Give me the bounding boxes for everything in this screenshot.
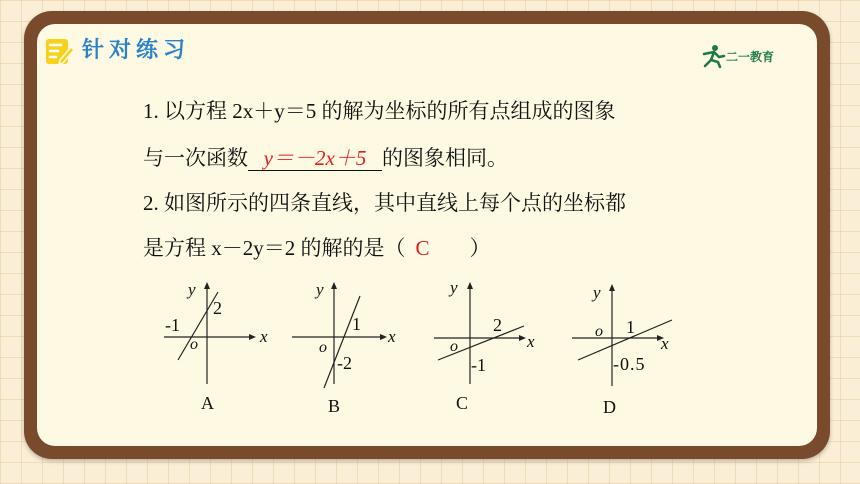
question2-suffix: ） (469, 236, 491, 260)
graph-c-svg (430, 272, 550, 417)
y-axis-label: y (188, 280, 196, 299)
y-intercept-label: -2 (337, 353, 352, 373)
x-axis-label: x (388, 327, 396, 346)
x-axis-arrow (380, 334, 387, 340)
option-letter: C (456, 393, 469, 413)
y-axis-arrow (331, 282, 337, 289)
option-letter: D (603, 397, 616, 417)
graph-option-d (568, 272, 688, 422)
y-axis-arrow (609, 284, 615, 291)
brand-logo (700, 44, 786, 70)
y-axis-arrow (467, 282, 473, 289)
y-intercept-label: 2 (213, 298, 222, 318)
y-axis-arrow (204, 282, 210, 289)
question1-line1: 1. 以方程 2x＋y＝5 的解为坐标的所有点组成的图象 (143, 99, 616, 123)
graph-d-svg (568, 272, 688, 417)
question2-prefix: 是方程 x－2y＝2 的解的是（ (143, 236, 406, 260)
section-title: 针对练习 (82, 38, 191, 63)
x-axis-label: x (527, 332, 535, 351)
graph-option-c (430, 272, 550, 422)
question2-answer: C (415, 236, 430, 260)
notebook-pencil-icon (44, 36, 74, 66)
x-axis-arrow (249, 334, 256, 340)
x-intercept-label: 2 (493, 315, 502, 335)
origin-label: o (450, 338, 458, 355)
origin-label: o (319, 339, 327, 356)
x-axis-label: x (260, 327, 268, 346)
y-intercept-label: -1 (471, 355, 486, 375)
graph-line (324, 296, 360, 388)
question2-line1: 2. 如图所示的四条直线，其中直线上每个点的坐标都 (143, 191, 626, 215)
graph-option-a (160, 272, 280, 422)
question1-line2 (143, 142, 508, 172)
y-axis-label: y (316, 280, 324, 299)
question1-prefix: 与一次函数 (143, 146, 248, 170)
question2-line2 (143, 232, 491, 262)
graph-a-svg (160, 272, 280, 417)
graph-line (178, 292, 218, 360)
origin-label: o (190, 336, 198, 353)
runner-logo-icon (700, 44, 726, 68)
question1-suffix: 的图象相同。 (382, 146, 508, 170)
graph-b-svg (288, 272, 408, 417)
y-axis-label: y (593, 283, 601, 302)
x-intercept-label: 1 (352, 314, 361, 334)
graph-option-b (288, 272, 408, 422)
option-letter: B (328, 396, 341, 416)
y-intercept-label: -0.5 (613, 354, 646, 374)
option-letter: A (201, 393, 214, 413)
x-intercept-label: -1 (165, 315, 180, 335)
x-axis-label: x (661, 334, 669, 353)
brand-name: 二一教育 (726, 50, 775, 64)
x-axis-arrow (519, 335, 526, 341)
x-intercept-label: 1 (626, 317, 635, 337)
question1-answer: y＝－2x＋5 (248, 142, 382, 172)
y-axis-label: y (450, 278, 458, 297)
origin-label: o (595, 323, 603, 340)
